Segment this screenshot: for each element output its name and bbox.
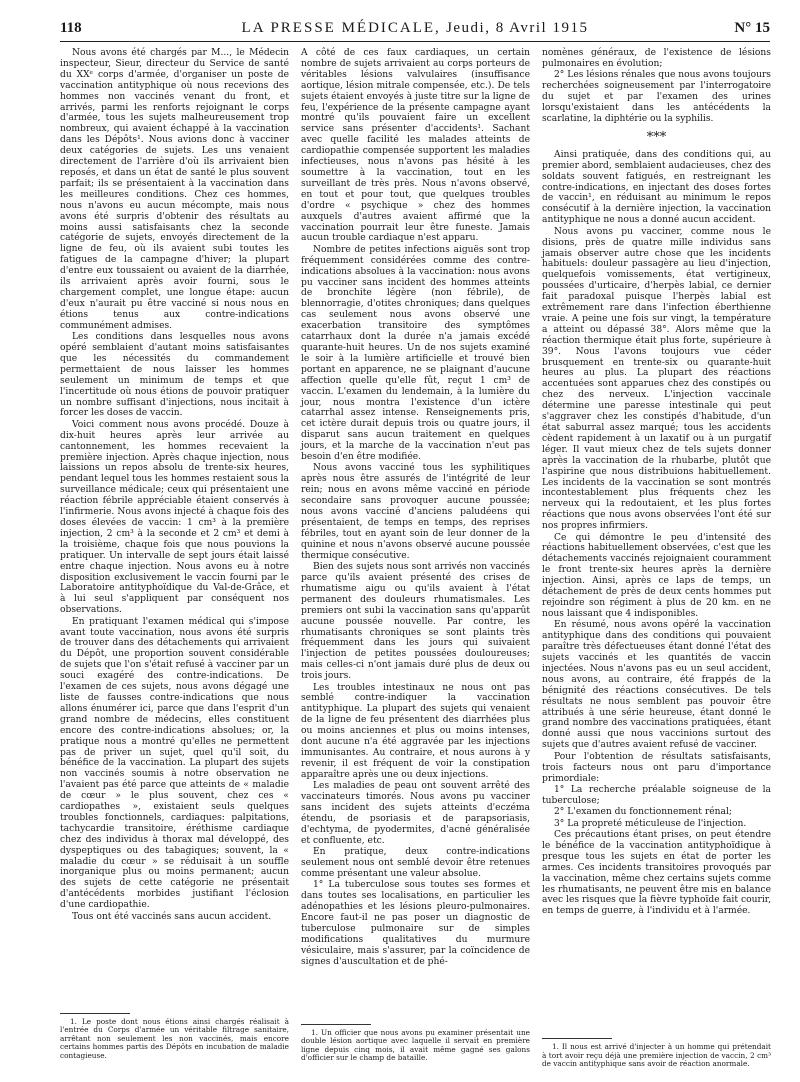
paragraph: 1° La tuberculose sous toutes ses formes et dans toutes ses localisations, en particulier les adénopathies et les lésions pleuro-pulmonaires. Encore faut-il ne pas poser un diagnostic de tuberculose pulmonaire sur de simples modifications qualitatives du murmure vésiculaire, mais s'assurer, par la coïncidence de signes d'auscultation et de phé- — [301, 880, 530, 967]
footnote: 1. Il nous est arrivé d'injecter à un homme qui prétendait à tort avoir reçu déjà une première injection de vaccin, 2 cm³ de vaccin antityphique sans avoir de réaction anormale. — [542, 1042, 771, 1069]
paragraph: En pratique, deux contre-indications seulement nous ont semblé devoir être retenues comme présentant une valeur absolue. — [301, 847, 530, 879]
footnote-rule — [60, 1013, 130, 1014]
page-number: 118 — [60, 20, 82, 36]
paragraph: nomènes généraux, de l'existence de lésions pulmonaires en évolution; — [542, 48, 771, 69]
paragraph: En résumé, nous avons opéré la vaccination antityphique dans des conditions qui pouvaient paraître très défectueuses étant donné l'état des sujets vaccinés et les quantités de vaccin injectées. Nous n'avons pas eu un seul accident, nous avons, au contraire, été frappés de la bénignité des réactions consécutives. De tels résultats ne nous semblent pas pouvoir être attribués à une série heureuse, étant donné le grand nombre des vaccinations pratiquées, étant donné aussi que nous vaccinions surtout des sujets que d'autres avaient refusé de vacciner. — [542, 620, 771, 751]
paragraph: Nous avons vacciné tous les syphilitiques après nous être assurés de l'intégrité de leur rein; nous en avons même vacciné en période secondaire sans provoquer aucune poussée; nous avons vacciné d'anciens paludéens qui présentaient, de temps en temps, des reprises fébriles, tout en ayant soin de leur donner de la quinine et nous n'avons observé aucune poussée thermique consécutive. — [301, 463, 530, 561]
paragraph: Nous avons été chargés par M..., le Médecin inspecteur, Sieur, directeur du Service de santé du XXᵉ corps d'armée, d'organiser un poste de vaccination antityphique où nous recevions des hommes non vaccinés venant du front, et arrivés, parmi les renforts rejoignant le corps d'armée, tous les sujets malheureusement trop nombreux, qui avaient échappé à la vaccination dans les Dépôts¹. Nous avions donc à vacciner deux catégories de sujets. Les uns venaient directement de l'arrière d'où ils arrivaient bien reposés, et dans un état de santé le plus souvent parfait; ils se présentaient à la vaccination dans les meilleures conditions. Chez ces hommes, nous n'avons eu aucun mécompte, mais nous avons été surpris d'obtenir des résultats au moins aussi satisfaisants chez la seconde catégorie de sujets, envoyés directement de la ligne de feu, où ils avaient subi toutes les fatigues de la campagne d'hiver; la plupart d'entre eux toussaient ou avaient de la diarrhée, ils arrivaient après avoir fourni, sous le chargement complet, une longue étape: aucun d'eux n'aurait pu être vacciné si nous nous en étions tenus aux contre-indications communément admises. — [60, 48, 289, 331]
paragraph: En pratiquant l'examen médical qui s'impose avant toute vaccination, nous avons été surpris de trouver dans des détachements qui arrivaient du Dépôt, une proportion souvent considérable de sujets que l'on s'était refusé à vacciner par un souci exagéré des contre-indications. De l'examen de ces sujets, nous avons dégagé une liste de fausses contre-indications que nous allons énumérer ici, parce que dans l'esprit d'un grand nombre de médecins, elles constituent encore des contre-indications absolues; or, la pratique nous a montré qu'elles ne permettent pas de priver un sujet, quel qu'il soit, du bénéfice de la vaccination. La plupart des sujets non vaccinés soumis à notre observation ne l'avaient pas été parce que atteints de « maladie de cœur » le plus souvent, chez ces « cardiopathes », existaient seuls quelques troubles fonctionnels, cardiaques: palpitations, tachycardie transitoire, éréthisme cardiaque chez des individus à thorax mal développé, des dyspeptiques ou des tabagiques; souvent, la « maladie du cœur » se réduisait à un souffle inorganique plus ou moins permanent; aucun des sujets de cette catégorie ne présentait d'antécédents morbides justifiant l'éclosion d'une cardiopathie. — [60, 616, 289, 911]
section-separator: *** — [646, 129, 667, 145]
issue-date: Jeudi, 8 Avril 1915 — [446, 20, 589, 36]
paragraph: 2° L'examen du fonctionnement rénal; — [554, 807, 732, 818]
issue-number: N° 15 — [734, 20, 770, 36]
footnote-rule — [301, 1024, 371, 1025]
text-column-1 — [60, 48, 289, 1060]
paragraph: Les conditions dans lesquelles nous avons opéré semblaient d'autant moins satisfaisantes que les nécessités du commandement permettaient de nous laisser les hommes seulement un minimum de temps et que l'incertitude où nous étions de pouvoir pratiquer un nombre suffisant d'injections, nous incitait à forcer les doses de vaccin. — [60, 332, 289, 419]
publication-name: LA PRESSE MÉDICALE, — [241, 20, 441, 36]
paragraph: Bien des sujets nous sont arrivés non vaccinés parce qu'ils avaient présenté des crises de rhumatisme aigu ou qu'ils avaient à l'état permanent des douleurs rhumatismales. Les premiers ont subi la vaccination sans qu'apparût aucune poussée nouvelle. Par contre, les rhumatisants chroniques se sont plaints très fréquemment dans les jours qui suivaient l'injection de petites poussées douloureuses; mais celles-ci n'ont jamais duré plus de deux ou trois jours. — [301, 562, 530, 682]
paragraph: Ce qui démontre le peu d'intensité des réactions habituellement observées, c'est que les détachements vaccinés rejoignaient couramment le front trente-six heures après la dernière injection. Ainsi, après ce laps de temps, un détachement de près de deux cents hommes put rejoindre son régiment à plus de 20 km. en ne nous laissant que 4 indisponibles. — [542, 532, 771, 619]
footnote: 1. Le poste dont nous étions ainsi chargés réalisait à l'entrée du Corps d'armée un véritable filtrage sanitaire, arrêtant non seulement les non vaccinés, mais encore certains hommes partis des Dépôts en incubation de maladie contagieuse. — [60, 1016, 289, 1060]
header-rule — [60, 41, 770, 42]
paragraph: Ainsi pratiquée, dans des conditions qui, au premier abord, semblaient audacieuses, chez des soldats souvent fatigués, en restreignant les contre-indications, en injectant des doses fortes de vaccin¹, en réduisant au minimum le repos consécutif à la dernière injection, la vaccination antityphique ne nous a donné aucun accident. — [542, 149, 771, 226]
paragraph: 3° La propreté méticuleuse de l'injection. — [554, 818, 747, 829]
paragraph: Les maladies de peau ont souvent arrêté des vaccinateurs timorés. Nous avons pu vacciner sans incident des sujets atteints d'eczéma étendu, de psoriasis et de parapsoriasis, d'echtyma, de pyodermites, d'acné généralisée et confluente, etc. — [301, 781, 530, 846]
paragraph: Tous ont été vaccinés sans aucun accident. — [72, 911, 272, 922]
text-column-3 — [542, 48, 771, 1069]
paragraph: Ces précautions étant prises, on peut étendre le bénéfice de la vaccination antityphoïdique à presque tous les sujets en état de porter les armes. Ces incidents transitoires provoqués par la vaccination, même chez certains sujets comme les rhumatisants, ne peuvent être mis en balance avec les risques que la fièvre typhoïde fait courir, en temps de guerre, à l'individu et à l'armée. — [542, 830, 771, 917]
paragraph: Pour l'obtention de résultats satisfaisants, trois facteurs nous ont paru d'importance primordiale: — [542, 751, 771, 784]
paragraph: Nous avons pu vacciner, comme nous le disions, près de quatre mille individus sans jamais observer autre chose que les incidents habituels: douleur passagère au lieu d'injection, quelquefois vomissements, état vertigineux, poussées d'urticaire, d'herpès labial, ce dernier fait paradoxal puisque l'herpès labial est extrêmement rare dans l'infection éberthienne vraie. A peine une fois sur vingt, la température a atteint ou dépassé 38°. Alors même que la réaction thermique était plus forte, supérieure à 39°. Nous l'avons toujours vue céder brusquement en trente-six ou quarante-huit heures au plus. La plupart des réactions accentuées sont apparues chez des constipés ou chez des nerveux. L'injection vaccinale détermine une paresse intestinale qui peut s'aggraver chez les constipés d'habitude, d'un état saburral assez marqué; tous les accidents cèdent rapidement à un laxatif ou à un purgatif léger. Il vaut mieux chez de tels sujets donner après la vaccination de la rhubarbe, plutôt que l'aspirine que nous distribuions habituellement. Les incidents de la vaccination se sont montrés incontestablement plus fréquents chez les nerveux qui la redoutaient, et les plus fortes réactions que nous avons observées l'ont été sur nos propres infirmiers. — [542, 226, 771, 532]
paragraph: A côté de ces faux cardiaques, un certain nombre de sujets arrivaient au corps porteurs de véritables lésions valvulaires (insuffisance aortique, lésion mitrale compensée, etc.). De tels sujets étaient envoyés à juste titre sur la ligne de feu, l'expérience de la présente campagne ayant montré qu'ils pouvaient faire un excellent service sans présenter d'accidents¹. Sachant avec quelle facilité les malades atteints de cardiopathie compensée supportent les maladies infectieuses, nous n'avons pas hésité à les soumettre à la vaccination, tout en les surveillant de très près. Nous n'avons observé, en tout et pour tout, que quelques troubles d'ordre « psychique » chez des hommes auxquels d'autres avaient affirmé que la vaccination pourrait leur être funeste. Jamais aucun trouble cardiaque n'est apparu. — [301, 48, 530, 244]
running-title — [60, 20, 770, 37]
text-column-2 — [301, 48, 530, 1063]
footnote: 1. Un officier que nous avons pu examiner présentait une double lésion aortique avec laquelle il servait en première ligne depuis cinq mois, il avait même gagné ses galons d'officier sur le champ de bataille. — [301, 1027, 530, 1063]
paragraph: 2° Les lésions rénales que nous avons toujours recherchées soigneusement par l'interrogatoire du sujet et par l'examen des urines lorsqu'existaient dans les antécédents la scarlatine, la diphtérie ou la syphilis. — [542, 70, 771, 124]
footnote-rule — [542, 1038, 612, 1039]
page-header — [60, 20, 770, 42]
paragraph: Les troubles intestinaux ne nous ont pas semblé contre-indiquer la vaccination antityphique. La plupart des sujets qui venaient de la ligne de feu présentent des diarrhées plus ou moins anciennes et plus ou moins intenses, dont aucune n'a été aggravée par les injections immunisantes. Au contraire, et nous aurons à y revenir, il est fréquent de voir la constipation apparaître après une ou deux injections. — [301, 682, 530, 780]
paragraph: Voici comment nous avons procédé. Douze à dix-huit heures après leur arrivée au cantonnement, les hommes recevaient la première injection. Après chaque injection, nous laissions un repos absolu de trente-six heures, pendant lequel tous les hommes restaient sous la surveillance médicale; ceux qui présentaient une réaction fébrile appréciable étaient conservés à l'infirmerie. Nous avons injecté à chaque fois des doses élevées de vaccin: 1 cm³ à la première injection, 2 cm³ à la seconde et 2 cm³ et demi à la troisième, chaque fois que nous pouvions la pratiquer. Un intervalle de sept jours était laissé entre chaque injection. Nous avons eu à notre disposition exclusivement le vaccin fourni par le Laboratoire antityphoïdique du Val-de-Grâce, et à lui seul s'appliquent par conséquent nos observations. — [60, 419, 289, 616]
paragraph: 1° La recherche préalable soigneuse de la tuberculose; — [542, 784, 771, 806]
paragraph: Nombre de petites infections aiguës sont trop fréquemment considérées comme des contre-indications absolues à la vaccination: nous avons pu vacciner sans incident des hommes atteints de bronchite légère (non fébrile), de blennorragie, d'otites chroniques; dans quelques cas seulement nous avons observé une exacerbation transitoire des symptômes catarrhaux dont la durée n'a jamais excédé quarante-huit heures. Un de nos sujets examiné le soir à la lumière artificielle et trouvé bien portant en apparence, ne se plaignant d'aucune affection quelle qu'elle fût, reçut 1 cm³ de vaccin. L'examen du lendemain, à la lumière du jour, nous montra l'existence d'un ictère catarrhal assez intense. Renseignements pris, cet ictère durait depuis trois ou quatre jours, il disparut sans aucun traitement en quelques jours, et la marche de la vaccination n'eut pas besoin d'en être modifiée. — [301, 244, 530, 463]
